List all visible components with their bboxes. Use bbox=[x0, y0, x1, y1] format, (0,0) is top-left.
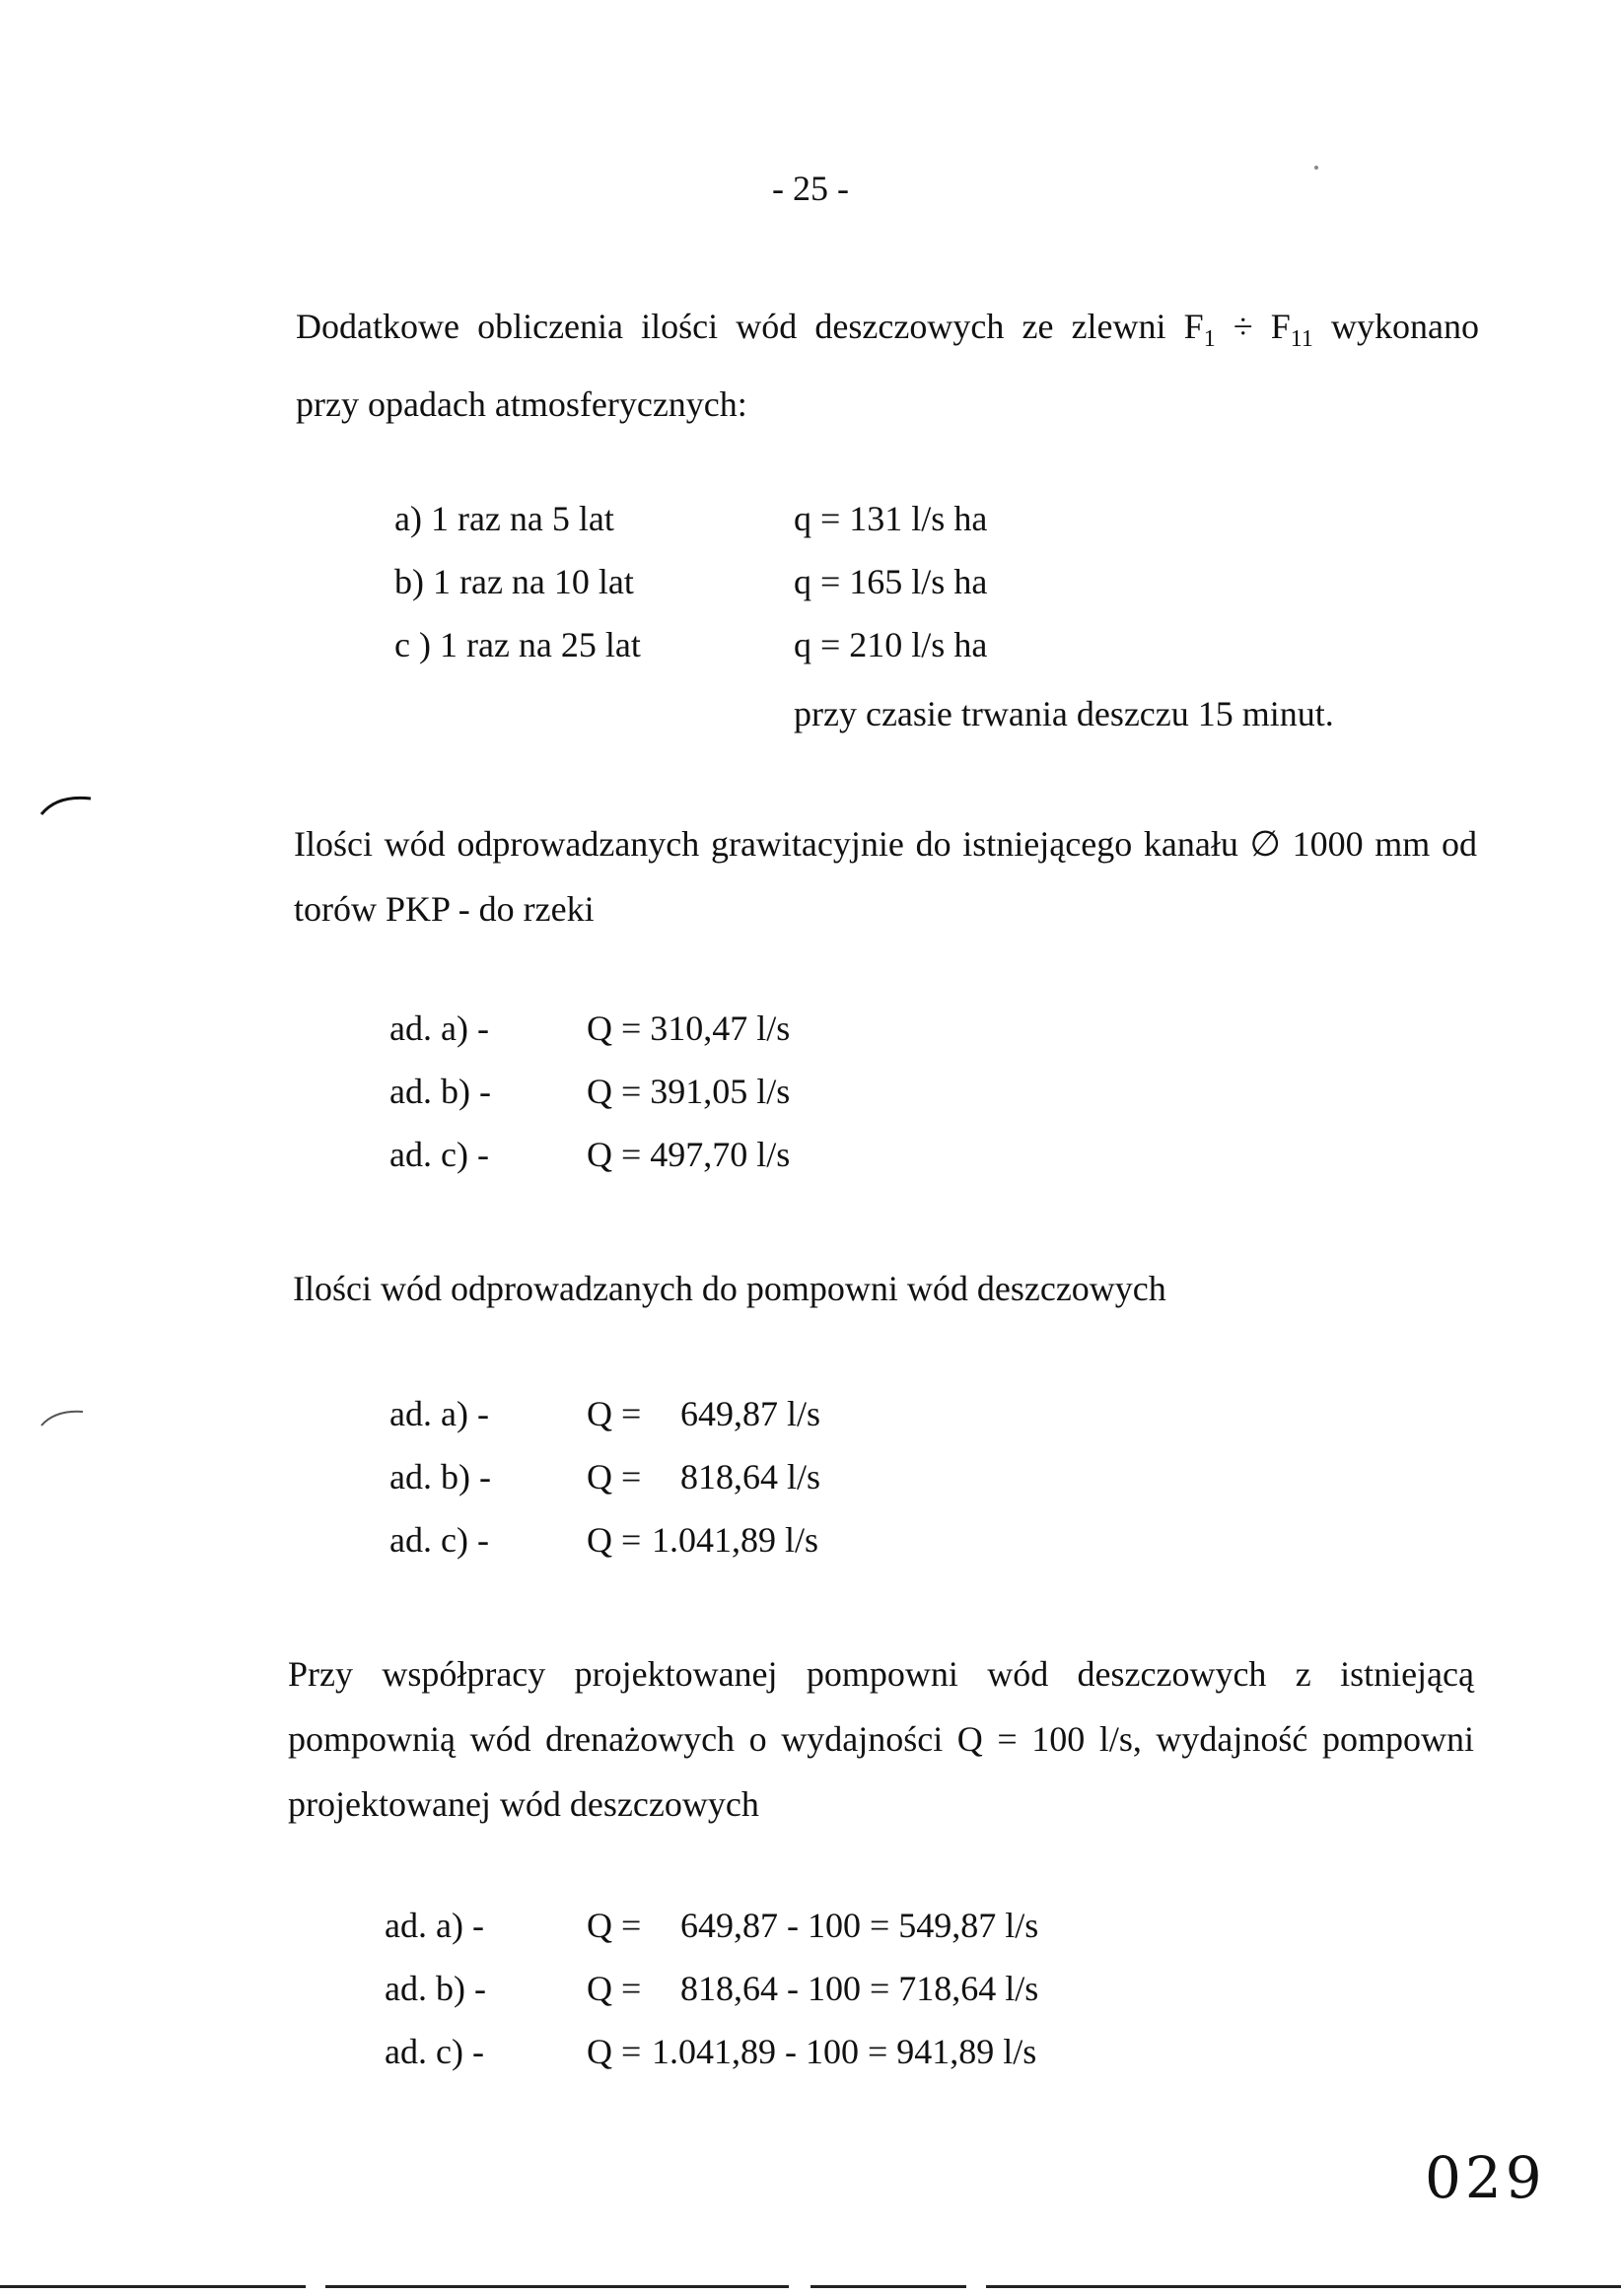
gravity-line-2: torów PKP - do rzeki bbox=[294, 889, 595, 929]
rainfall-label: b) 1 raz na 10 lat bbox=[394, 562, 634, 601]
row-value: 649,87 - 100 = 549,87 l/s bbox=[680, 1906, 1039, 1945]
speck-mark bbox=[1311, 163, 1321, 173]
row-label: ad. b) - bbox=[389, 1072, 491, 1111]
row-value: 649,87 l/s bbox=[680, 1394, 821, 1433]
rainfall-label: c ) 1 raz na 25 lat bbox=[394, 625, 641, 664]
bottom-scan-line bbox=[0, 2285, 1621, 2288]
stamp-number: 029 bbox=[1425, 2144, 1546, 2211]
pump-paragraph bbox=[293, 1256, 1476, 1321]
margin-mark bbox=[37, 789, 97, 818]
row-label: ad. c) - bbox=[389, 1520, 489, 1560]
gravity-line-1: Ilości wód odprowadzanych grawitacyjnie do istniejącego kanału ∅ 1000 mm od bbox=[294, 824, 1477, 864]
row-label: ad. a) - bbox=[385, 1906, 484, 1945]
rainfall-value: q = 210 l/s ha bbox=[794, 625, 988, 664]
row-value: 1.041,89 - 100 = 941,89 l/s bbox=[652, 2032, 1037, 2071]
intro-line-1: Dodatkowe obliczenia ilości wód deszczowych ze zlewni $F_1 \div F_{11}$ wykonano bbox=[296, 307, 1479, 353]
row-label: ad. b) - bbox=[389, 1457, 491, 1496]
rainfall-label: a) 1 raz na 5 lat bbox=[394, 499, 614, 538]
row-q: Q = bbox=[587, 1457, 642, 1496]
duration-note: przy czasie trwania deszczu 15 minut. bbox=[794, 694, 1334, 733]
row-q: Q = bbox=[587, 1969, 642, 2008]
coop-line-3: projektowanej wód deszczowych bbox=[288, 1784, 759, 1824]
coop-line-1: Przy współpracy projektowanej pompowni wód deszczowych z istniejącą bbox=[288, 1654, 1474, 1694]
bottom-line-gap bbox=[966, 2285, 986, 2288]
rainfall-value: q = 131 l/s ha bbox=[794, 499, 988, 538]
row-value: Q = 310,47 l/s bbox=[587, 1009, 791, 1048]
row-label: ad. b) - bbox=[385, 1969, 486, 2008]
gravity-paragraph bbox=[294, 811, 1477, 941]
row-q: Q = bbox=[587, 1906, 642, 1945]
pump-line-1: Ilości wód odprowadzanych do pompowni wód deszczowych bbox=[293, 1269, 1166, 1308]
row-value: Q = 391,05 l/s bbox=[587, 1072, 791, 1111]
row-value: 1.041,89 l/s bbox=[652, 1520, 819, 1560]
intro-line-2: przy opadach atmosferycznych: bbox=[296, 384, 747, 425]
row-q: Q = bbox=[587, 1520, 642, 1560]
row-q: Q = bbox=[587, 1394, 642, 1433]
row-label: ad. a) - bbox=[389, 1009, 489, 1048]
coop-line-2: pompownią wód drenażowych o wydajności Q = 100 l/s, wydajność pompowni bbox=[288, 1719, 1474, 1759]
row-q: Q = bbox=[587, 2032, 642, 2071]
intro-paragraph bbox=[296, 294, 1479, 437]
bottom-line-gap bbox=[789, 2285, 810, 2288]
page-number: - 25 - bbox=[772, 169, 849, 208]
row-value: Q = 497,70 l/s bbox=[587, 1135, 791, 1174]
rainfall-value: q = 165 l/s ha bbox=[794, 562, 988, 601]
row-label: ad. c) - bbox=[389, 1135, 489, 1174]
coop-paragraph bbox=[288, 1641, 1474, 1837]
row-value: 818,64 - 100 = 718,64 l/s bbox=[680, 1969, 1039, 2008]
row-value: 818,64 l/s bbox=[680, 1457, 821, 1496]
row-label: ad. a) - bbox=[389, 1394, 489, 1433]
margin-mark bbox=[37, 1400, 97, 1429]
bottom-line-gap bbox=[306, 2285, 325, 2288]
row-label: ad. c) - bbox=[385, 2032, 484, 2071]
